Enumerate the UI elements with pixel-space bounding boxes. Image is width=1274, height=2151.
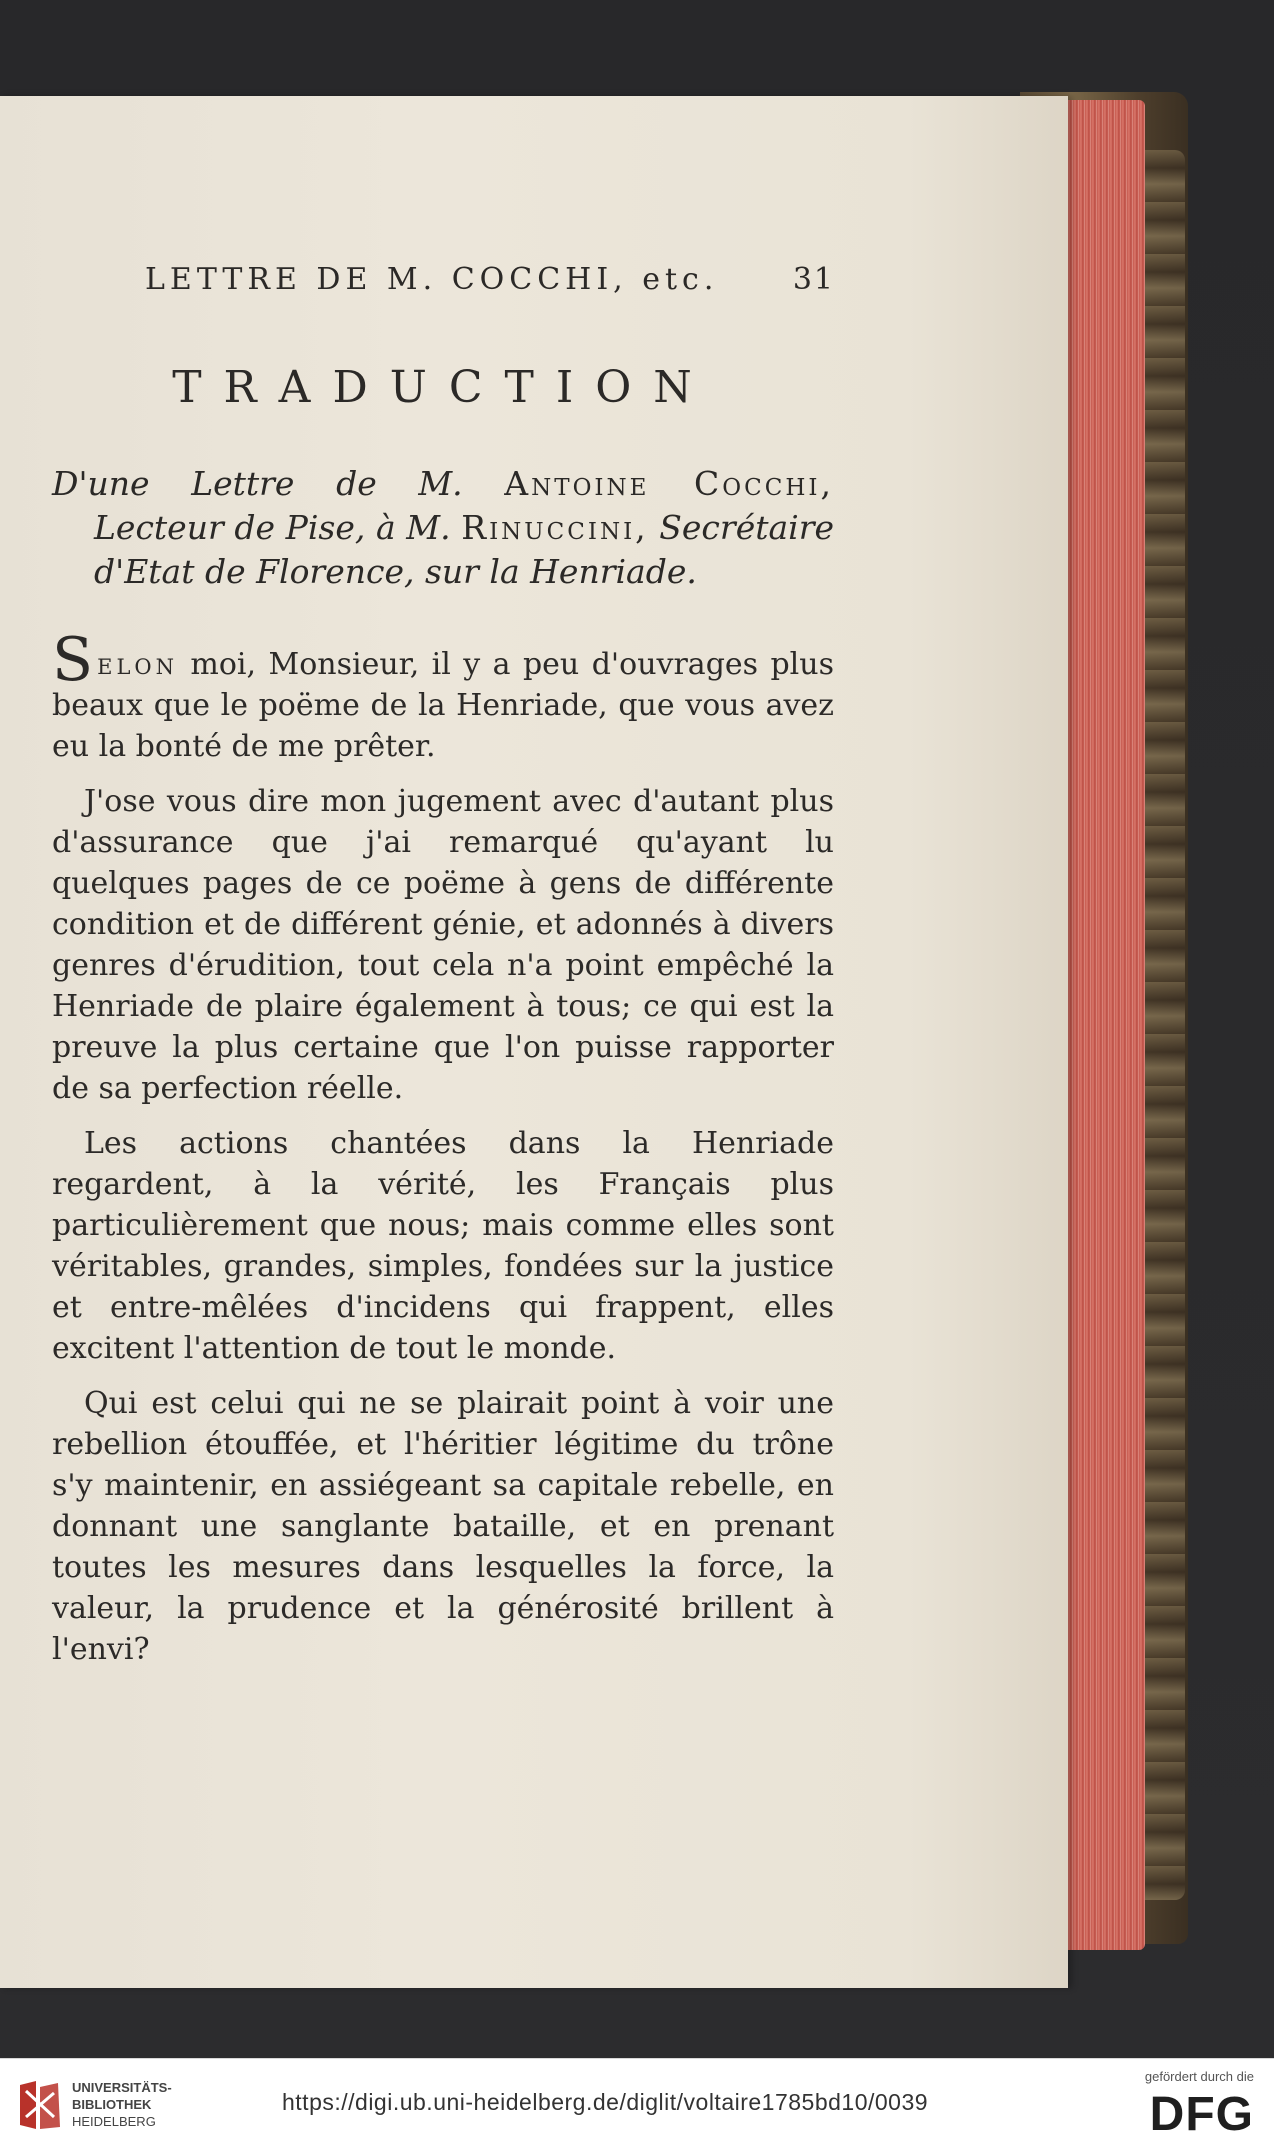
- paragraph-text: moi, Monsieur, il y a peu d'ouvrages plus beaux que le poëme de la Henriade, que vous avez eu la bonté de me prêter.: [52, 647, 834, 764]
- subtitle-text: D'une Lettre de M.: [52, 464, 463, 503]
- subtitle: [52, 462, 834, 594]
- page-edges: [1055, 100, 1145, 1950]
- subtitle-text: Secrétaire: [659, 508, 835, 547]
- paragraph: Qui est celui qui ne se plairait point à voir une rebellion étouffée, et l'héritier légitime du trône s'y maintenir, en assiégeant sa capitale rebelle, en donnant une sanglante bataille, et en prenant toutes les mesures dans lesquelles la force, la valeur, la prudence et la générosité brillent à l'envi?: [52, 1386, 834, 1667]
- subtitle-line-2: [52, 506, 834, 550]
- author-name: Antoine Cocchi,: [504, 464, 834, 503]
- permalink-url[interactable]: https://digi.ub.uni-heidelberg.de/diglit/voltaire1785bd10/0039: [282, 2089, 929, 2115]
- first-word: elon: [97, 647, 178, 682]
- body-text: [52, 625, 834, 1684]
- library-name-line: BIBLIOTHEK: [72, 2097, 152, 2112]
- university-library-logo-icon[interactable]: [14, 2077, 66, 2133]
- subtitle-text: d'Etat de Florence, sur la Henriade.: [94, 552, 697, 591]
- page-number: 31: [792, 262, 835, 297]
- cover-texture: [1145, 150, 1185, 1900]
- recipient-name: Rinuccini,: [461, 508, 649, 547]
- subtitle-line-3: [52, 550, 834, 594]
- paragraph: Les actions chantées dans la Henriade regardent, à la vérité, les Français plus particulièrement que nous; mais comme elles sont véritables, grandes, simples, fondées sur la justice et entre-mêlées d'incidens qui frappent, elles excitent l'attention de tout le monde.: [52, 1126, 834, 1366]
- subtitle-text: Lecteur de Pise, à M.: [94, 508, 451, 547]
- library-name-line: UNIVERSITÄTS-: [72, 2080, 172, 2095]
- dfg-logo[interactable]: DFG: [1149, 2088, 1254, 2141]
- footer-bar: [0, 2058, 1274, 2151]
- library-name: [72, 2079, 172, 2130]
- funding-note: gefördert durch die: [1144, 2069, 1254, 2084]
- library-name-line: HEIDELBERG: [72, 2114, 156, 2129]
- page-title: TRADUCTION: [172, 362, 714, 413]
- running-head: [145, 262, 835, 297]
- drop-cap: S: [52, 625, 94, 695]
- running-head-title: LETTRE DE M. COCCHI, etc.: [145, 262, 719, 297]
- subtitle-line-1: [52, 462, 834, 506]
- paragraph: [52, 625, 834, 767]
- paragraph: J'ose vous dire mon jugement avec d'autant plus d'assurance que j'ai remarqué qu'ayant lu quelques pages de ce poëme à gens de différente condition et de différent génie, et adonnés à divers genres d'érudition, tout cela n'a point empêché la Henriade de plaire également à tous; ce qui est la preuve la plus certaine que l'on puisse rapporter de sa perfection réelle.: [52, 784, 834, 1106]
